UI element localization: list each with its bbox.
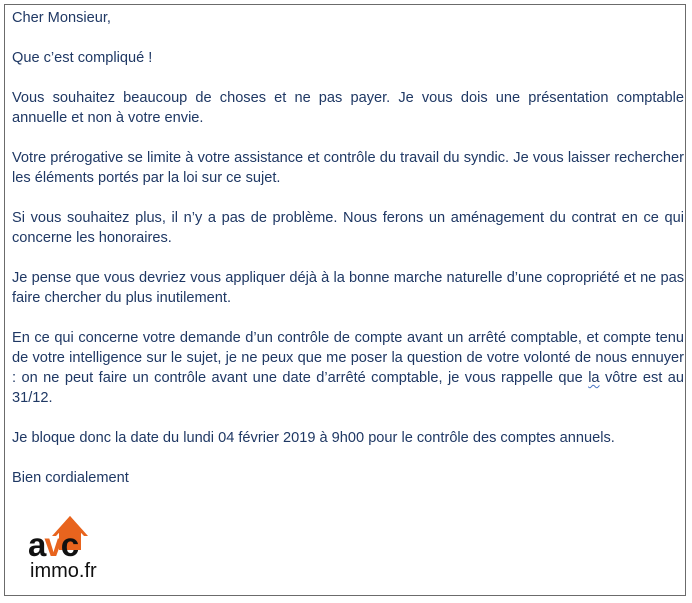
letter-body [12, 8, 684, 488]
paragraph-payment: Vous souhaitez beaucoup de choses et ne pas payer. Je vous dois une présentation comptable annuelle et non à votre envie. [12, 90, 684, 126]
paragraph-copropriete: Je pense que vous devriez vous appliquer déjà à la bonne marche naturelle d’une copropriété et ne pas faire chercher du plus inutilement. [12, 270, 684, 306]
letter-frame [4, 4, 686, 596]
spellcheck-flagged-word[interactable]: la [588, 370, 600, 386]
account-control-text-end: vôtre est au 31/12. [12, 370, 684, 406]
logo-text-avc: avc [28, 526, 78, 563]
logo-text-immo: immo.fr [30, 560, 97, 582]
paragraph-prerogative: Votre prérogative se limite à votre assistance et contrôle du travail du syndic. Je vous laisser rechercher les éléments portés par la loi sur ce sujet. [12, 150, 684, 186]
greeting: Cher Monsieur, [12, 10, 111, 26]
closing: Bien cordialement [12, 470, 129, 486]
account-control-text-start: En ce qui concerne votre demande d’un contrôle de compte avant un arrêté comptable, et compte tenu de votre intelligence sur le sujet, je ne peux que me poser la question de votre volonté de nous ennuyer : on ne peut faire un contrôle avant une date d’arrêté comptable, je vous rappelle que [12, 330, 684, 386]
avc-immo-logo [26, 512, 126, 582]
paragraph-appointment: Je bloque donc la date du lundi 04 février 2019 à 9h00 pour le contrôle des comptes annuels. [12, 430, 615, 446]
paragraph-contract: Si vous souhaitez plus, il n’y a pas de problème. Nous ferons un aménagement du contrat en ce qui concerne les honoraires. [12, 210, 684, 246]
paragraph-complicated: Que c’est compliqué ! [12, 50, 153, 66]
paragraph-account-control [12, 328, 684, 408]
